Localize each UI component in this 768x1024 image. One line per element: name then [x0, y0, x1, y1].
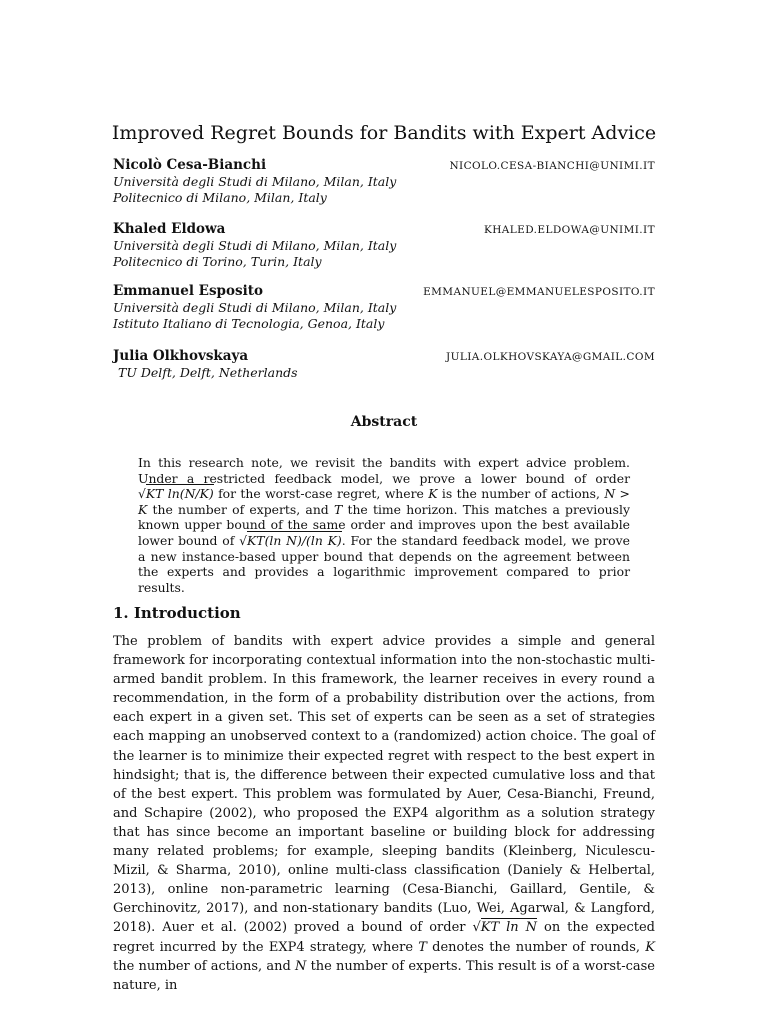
author-name: Julia Olkhovskaya [113, 348, 249, 364]
abstract-sentence: . For the standard feedback model, we prove a new instance-based upper bound that depends on the agreement between the experts and provides a logarithmic improvement compared to prior results. [138, 532, 630, 595]
math-expression: KT ln(N/K) [145, 486, 214, 502]
author-affiliation: TU Delft, Delft, Netherlands [118, 365, 298, 380]
author-name: Emmanuel Esposito [113, 283, 263, 299]
author-block-3 [113, 283, 655, 332]
radical-symbol: √ [239, 532, 248, 548]
math-expression: N > K [138, 486, 630, 517]
section-heading: 1. Introduction [113, 604, 241, 622]
abstract-sentence: the number of experts, and [152, 501, 329, 517]
abstract-sentence: the time horizon. This matches a previously known upper bound of the same order and improves upon the best available lower bound of [138, 501, 630, 548]
author-email[interactable]: JULIA.OLKHOVSKAYA@GMAIL.COM [445, 351, 655, 363]
abstract-sentence: for the worst-case regret, where [218, 486, 424, 502]
math-symbol: T [418, 939, 427, 955]
body-text: The problem of bandits with expert advice provides a simple and general framework for incorporating contextual information into the non-stochastic multi-armed bandit problem. In this framework, the learner receives in every round a recommendation, in the form of a probability distribution over the actions, from each expert in a given set. This set of experts can be seen as a set of strategies each mapping an unobserved context to a (randomized) action choice. The goal of the learner is to minimize their expected regret with respect to the best expert in hindsight; that is, the difference between their expected cumulative loss and that of the best expert. This problem was formulated by Auer, Cesa-Bianchi, Freund, and Schapire (2002), who proposed the EXP4 algorithm as a solution strategy that has since become an important baseline or building block for addressing many related problems; for example, sleeping bandits (Kleinberg, Niculescu-Mizil, & Sharma, 2010), online multi-class classification (Daniely & Helbertal, 2013), online non-parametric learning (Cesa-Bianchi, Gaillard, Gentile, & Gerchinovitz, 2017), and non-stationary bandits (Luo, Wei, Agarwal, & Langford, 2018). Auer et al. (2002) proved a bound of order [113, 634, 655, 936]
abstract-sentence: is the number of actions, [441, 486, 600, 502]
abstract-heading: Abstract [350, 414, 418, 430]
author-block-2 [113, 221, 655, 270]
author-block-4 [113, 348, 655, 381]
body-text: the number of actions, and [113, 958, 291, 974]
sqrt-expression [472, 918, 537, 935]
author-affiliation: Istituto Italiano di Tecnologia, Genoa, Italy [113, 316, 385, 331]
radical-symbol: √ [472, 920, 481, 936]
radical-symbol: √ [138, 486, 146, 502]
body-text: the number of experts. This result is of a worst-case nature, in [113, 958, 655, 993]
body-text: denotes the number of rounds, [432, 939, 641, 955]
author-affiliation: Università degli Studi di Milano, Milan, Italy [113, 300, 397, 315]
paper-title: Improved Regret Bounds for Bandits with Expert Advice [111, 122, 657, 144]
author-email[interactable]: KHALED.ELDOWA@UNIMI.IT [484, 224, 655, 236]
math-symbol: K [428, 486, 438, 502]
author-affiliation: Università degli Studi di Milano, Milan, Italy [113, 174, 397, 189]
abstract-text [138, 455, 630, 595]
author-email[interactable]: NICOLO.CESA-BIANCHI@UNIMI.IT [449, 160, 655, 172]
math-symbol: K [645, 939, 655, 955]
author-name: Khaled Eldowa [113, 221, 226, 237]
author-affiliation: Politecnico di Milano, Milan, Italy [113, 190, 327, 205]
author-email[interactable]: EMMANUEL@EMMANUELESPOSITO.IT [423, 286, 655, 298]
sqrt-expression [239, 531, 342, 548]
author-name: Nicolò Cesa-Bianchi [113, 157, 267, 173]
math-symbol: N [295, 958, 307, 974]
math-expression: KT(ln N)/(ln K) [247, 532, 342, 548]
abstract-sentence: In this research note, we revisit the bandits with expert advice problem. Under a restricted feedback model, we prove a lower bound of order [138, 455, 630, 486]
author-block-1 [113, 157, 655, 206]
author-affiliation: Università degli Studi di Milano, Milan, Italy [113, 238, 397, 253]
body-text: on the expected regret incurred by the EXP4 strategy, where [113, 920, 655, 955]
sqrt-expression [138, 484, 214, 501]
math-expression: KT ln N [480, 920, 538, 936]
math-symbol: T [333, 501, 343, 517]
author-affiliation: Politecnico di Torino, Turin, Italy [113, 254, 322, 269]
introduction-paragraph [113, 632, 655, 995]
